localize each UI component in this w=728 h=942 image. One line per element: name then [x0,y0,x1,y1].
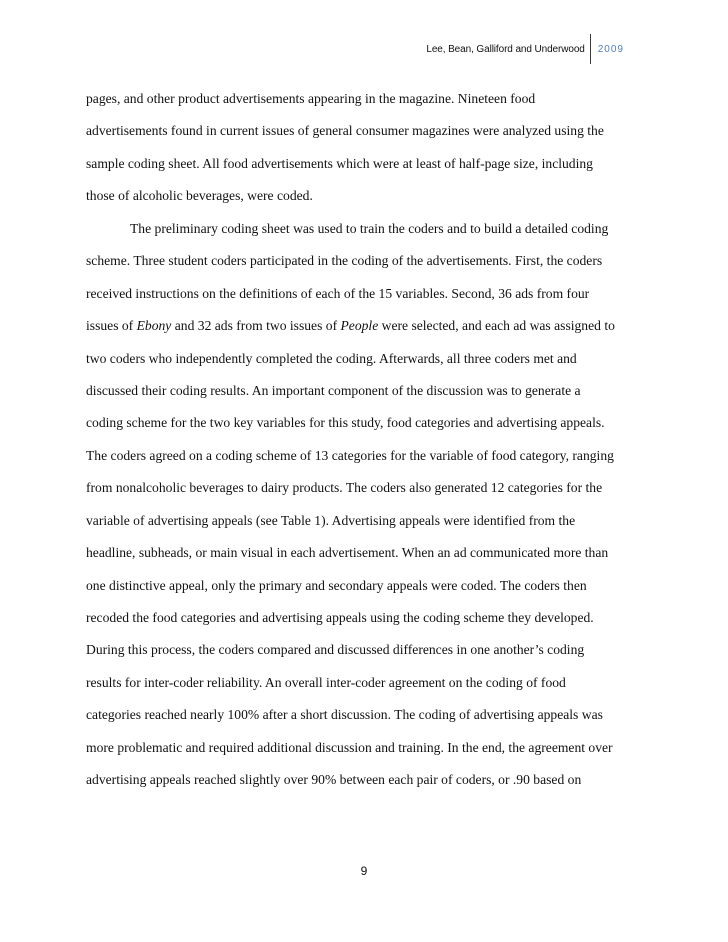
text-line: those of alcoholic beverages, were coded. [86,188,313,204]
page-number: 9 [360,864,368,878]
text-line: discussed their coding results. An important component of the discussion was to generate a [86,382,581,398]
header-year: 2009 [597,44,624,55]
body-text [86,83,646,797]
text-line: The coders agreed on a coding scheme of 13 categories for the variable of food category, ranging [86,447,614,463]
text-line: variable of advertising appeals (see Table 1). Advertising appeals were identified from the [86,512,576,528]
text-line: received instructions on the definitions of each of the 15 variables. Second, 36 ads from four [86,285,590,301]
text-line: categories reached nearly 100% after a short discussion. The coding of advertising appeals was [86,707,603,723]
running-header [426,34,624,64]
text-line: scheme. Three student coders participated in the coding of the advertisements. First, the coders [86,253,603,269]
text-segment: issues of [86,318,137,334]
text-line-with-italics [86,310,646,342]
text-line: sample coding sheet. All food advertisements which were at least of half-page size, including [86,155,593,171]
paragraph-first-line: The preliminary coding sheet was used to train the coders and to build a detailed coding [130,220,609,236]
text-line: more problematic and required additional discussion and training. In the end, the agreement over [86,739,613,755]
text-line: pages, and other product advertisements appearing in the magazine. Nineteen food [86,91,536,106]
magazine-title-people: People [340,318,379,334]
text-line: one distinctive appeal, only the primary and secondary appeals were coded. The coders then [86,577,587,593]
text-line: coding scheme for the two key variables for this study, food categories and advertising appeals. [86,415,605,431]
magazine-title-ebony: Ebony [136,318,172,334]
text-segment: were selected, and each ad was assigned to [378,318,615,334]
text-line: advertisements found in current issues of general consumer magazines were analyzed using the [86,123,604,139]
text-line: two coders who independently completed the coding. Afterwards, all three coders met and [86,350,577,366]
header-authors: Lee, Bean, Galliford and Underwood [426,44,585,55]
text-line: headline, subheads, or main visual in each advertisement. When an ad communicated more than [86,545,609,561]
text-segment: and 32 ads from two issues of [171,318,341,334]
text-line: from nonalcoholic beverages to dairy products. The coders also generated 12 categories for the [86,480,603,496]
text-line: advertising appeals reached slightly over 90% between each pair of coders, or .90 based on [86,772,582,788]
text-line: During this process, the coders compared and discussed differences in one another’s coding [86,642,585,658]
text-line: recoded the food categories and advertising appeals using the coding scheme they developed. [86,610,594,625]
text-line: results for inter-coder reliability. An overall inter-coder agreement on the coding of food [86,674,566,690]
